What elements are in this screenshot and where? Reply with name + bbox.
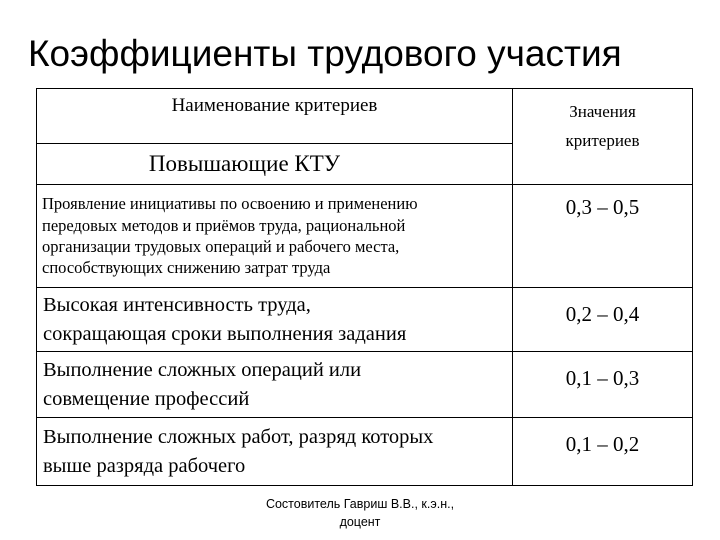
criterion-line: сокращающая сроки выполнения задания (43, 322, 407, 345)
ktu-table (36, 88, 693, 486)
criterion-value: 0,1 – 0,2 (565, 432, 640, 456)
section-label: Повышающие КТУ (148, 151, 341, 176)
criterion-value: 0,2 – 0,4 (565, 302, 640, 326)
criterion-cell (37, 288, 513, 352)
table-row (37, 418, 693, 486)
header-criteria-value (513, 89, 693, 185)
criterion-cell (37, 418, 513, 486)
table-row (37, 352, 693, 418)
value-cell (513, 288, 693, 352)
table-row (37, 288, 693, 352)
value-cell (513, 185, 693, 288)
table-header-row (37, 89, 693, 144)
header-value-line-1: Значения (569, 102, 636, 121)
criterion-line: совмещение профессий (43, 387, 250, 410)
author-position: доцент (339, 515, 381, 530)
criterion-line: способствующих снижению затрат труда (42, 258, 331, 278)
criterion-value: 0,1 – 0,3 (565, 366, 640, 390)
criterion-line: Выполнение сложных операций или (43, 359, 362, 382)
author-footer (240, 495, 480, 531)
page-title: Коэффициенты трудового участия (28, 33, 622, 74)
criterion-line: организации трудовых операций и рабочего места, (42, 237, 400, 256)
header-criteria-name (37, 89, 513, 144)
criterion-cell (37, 185, 513, 288)
criterion-line: передовых методов и приёмов труда, рациональной (42, 215, 406, 235)
criterion-line: Выполнение сложных работ, разряд которых (43, 426, 434, 449)
section-heading (37, 144, 513, 185)
value-cell (513, 352, 693, 418)
criterion-value: 0,3 – 0,5 (565, 195, 640, 219)
criterion-cell (37, 352, 513, 418)
criterion-line: Проявление инициативы по освоению и применению (42, 194, 418, 214)
value-cell (513, 418, 693, 486)
criterion-line: Высокая интенсивность труда, (43, 294, 311, 317)
header-criteria-name-label: Наименование критериев (171, 95, 378, 116)
header-value-line-2: критериев (565, 130, 640, 150)
criterion-line: выше разряда рабочего (43, 454, 246, 477)
table-row (37, 185, 693, 288)
author-line: Состовитель Гавриш В.В., к.э.н., (265, 497, 455, 511)
